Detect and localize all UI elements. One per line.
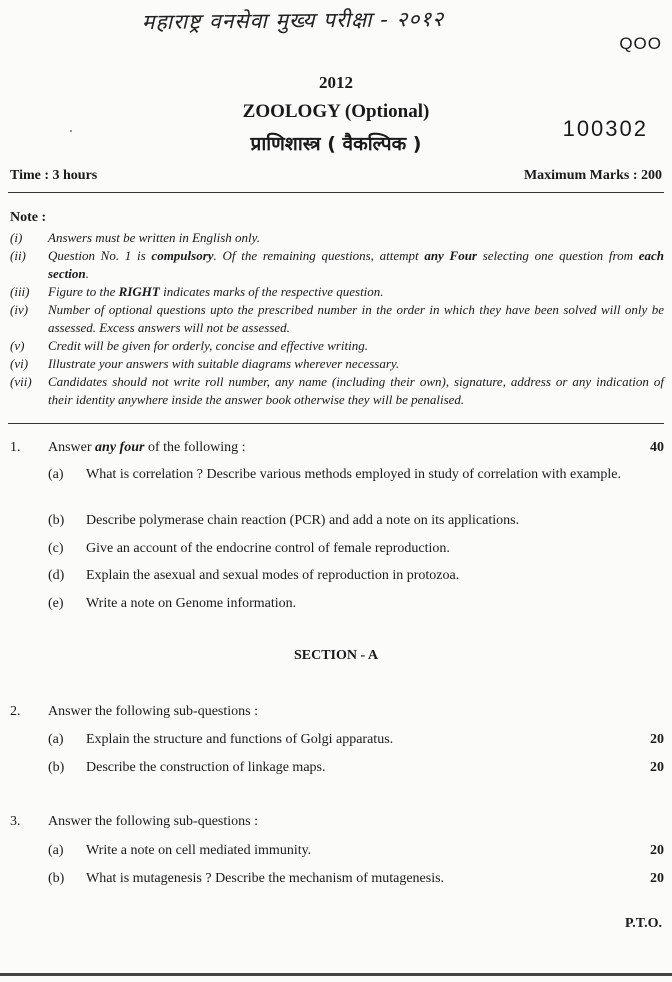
question-number: 2. — [10, 704, 21, 719]
note-number: (vi) — [10, 356, 29, 371]
sub-question — [48, 730, 664, 749]
section-heading: SECTION - A — [293, 648, 379, 663]
speck — [70, 130, 72, 132]
note-number: (iii) — [10, 284, 30, 299]
paper-number: 100302 — [562, 116, 648, 141]
page-bottom-edge — [0, 973, 672, 976]
note-text: Candidates should not write roll number, any name (including their own), signature, address or any indication of their identity anywhere inside the answer book otherwise they will be penalised. — [48, 374, 664, 407]
note-item — [10, 373, 664, 409]
note-text: Answers must be written in English only. — [48, 230, 260, 245]
handwritten-exam-header: महाराष्ट्र वनसेवा मुख्य परीक्षा - २०१२ — [141, 6, 445, 35]
sub-question-text: Describe the construction of linkage maps. — [86, 760, 326, 775]
sub-question-text: What is correlation ? Describe various methods employed in study of correlation with example. — [86, 467, 621, 482]
paper-title: ZOOLOGY (Optional) — [242, 101, 430, 122]
question-text: Answer the following sub-questions : — [48, 704, 258, 719]
paper-title-hindi: प्राणिशास्त्र ( वैकल्पिक ) — [250, 133, 422, 155]
divider-top — [8, 192, 664, 193]
sub-question — [48, 841, 664, 860]
note-number: (v) — [10, 338, 25, 353]
sub-question-text: Write a note on Genome information. — [86, 596, 297, 611]
sub-question — [48, 511, 664, 530]
question-marks: 40 — [650, 440, 664, 455]
note-heading: Note : — [10, 210, 47, 225]
sub-question-label: (b) — [48, 513, 65, 528]
sub-question-label: (d) — [48, 568, 65, 583]
sub-question — [48, 465, 664, 503]
sub-question-text: Give an account of the endocrine control of female reproduction. — [86, 541, 450, 556]
sub-question — [48, 594, 664, 613]
divider-notes — [8, 423, 664, 424]
sub-question — [48, 758, 664, 777]
note-text: Illustrate your answers with suitable diagrams wherever necessary. — [48, 356, 400, 371]
note-item — [10, 229, 664, 247]
question-1 — [10, 438, 664, 457]
exam-year: 2012 — [319, 73, 353, 92]
sub-question-label: (a) — [48, 732, 64, 747]
question-text: Answer the following sub-questions : — [48, 814, 258, 829]
sub-question-text: Write a note on cell mediated immunity. — [86, 843, 312, 858]
sub-question-text: What is mutagenesis ? Describe the mechanism of mutagenesis. — [86, 871, 445, 886]
note-text: Question No. 1 is compulsory. Of the remaining questions, attempt any Four selecting one question from each section. — [48, 248, 664, 281]
sub-question-text: Describe polymerase chain reaction (PCR) and add a note on its applications. — [86, 513, 520, 528]
note-item — [10, 247, 664, 283]
question-2 — [10, 702, 664, 721]
question-number: 1. — [10, 440, 21, 455]
sub-question — [48, 869, 664, 888]
note-number: (ii) — [10, 248, 26, 263]
note-item — [10, 355, 664, 373]
sub-question-marks: 20 — [650, 871, 664, 886]
note-text: Figure to the RIGHT indicates marks of the respective question. — [48, 284, 384, 299]
note-number: (i) — [10, 230, 23, 245]
sub-question — [48, 566, 664, 585]
sub-question-label: (a) — [48, 843, 64, 858]
note-item — [10, 283, 664, 301]
sub-question-marks: 20 — [650, 760, 664, 775]
note-item — [10, 301, 664, 337]
time-allowed: Time : 3 hours — [10, 168, 98, 183]
note-number: (vii) — [10, 374, 32, 389]
question-text: Answer any four of the following : — [48, 440, 246, 455]
sub-question-label: (b) — [48, 871, 65, 886]
sub-question-label: (b) — [48, 760, 65, 775]
sub-question-text: Explain the structure and functions of Golgi apparatus. — [86, 732, 394, 747]
question-3 — [10, 812, 664, 831]
note-text: Credit will be given for orderly, concise and effective writing. — [48, 338, 369, 353]
maximum-marks: Maximum Marks : 200 — [523, 168, 662, 183]
sub-question-label: (e) — [48, 596, 64, 611]
note-item — [10, 337, 664, 355]
sub-question-marks: 20 — [650, 843, 664, 858]
sub-question-marks: 20 — [650, 732, 664, 747]
please-turn-over: P.T.O. — [625, 916, 662, 931]
question-number: 3. — [10, 814, 21, 829]
paper-code: QOO — [619, 34, 662, 53]
sub-question-label: (c) — [48, 541, 64, 556]
note-number: (iv) — [10, 302, 29, 317]
note-text: Number of optional questions upto the prescribed number in the order in which they have been solved will only be assessed. Excess answers will not be assessed. — [48, 302, 664, 335]
sub-question-label: (a) — [48, 467, 64, 482]
sub-question — [48, 539, 664, 558]
sub-question-text: Explain the asexual and sexual modes of reproduction in protozoa. — [86, 568, 460, 583]
